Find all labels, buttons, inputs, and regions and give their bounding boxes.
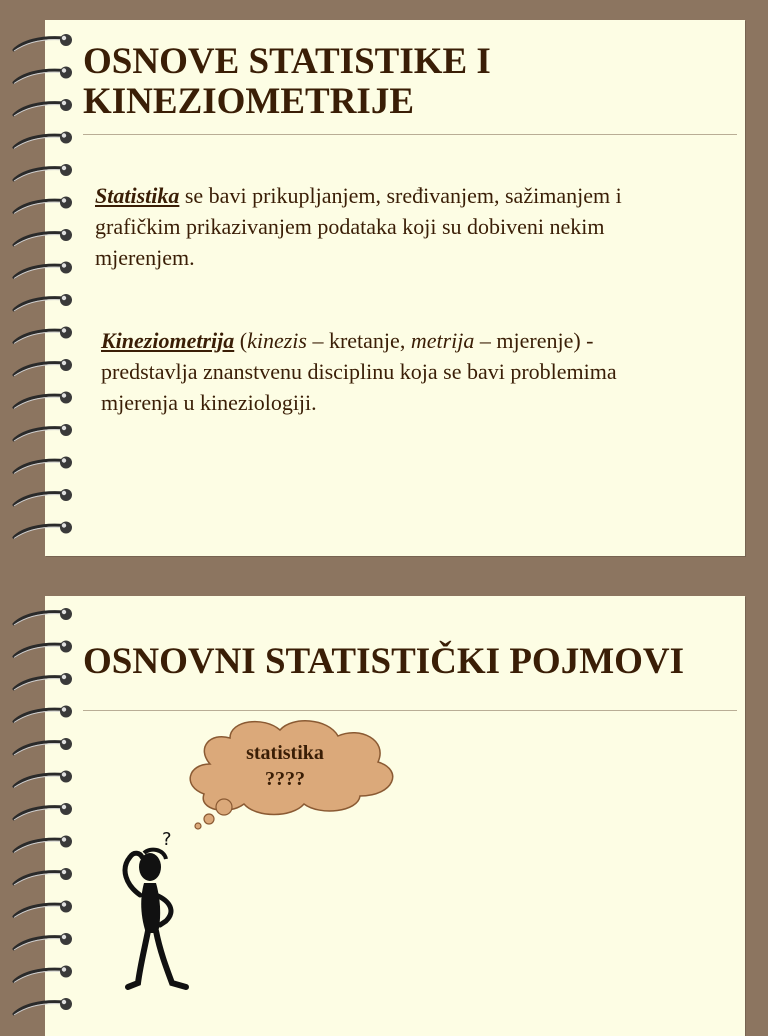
term-kinezis: kinezis	[247, 328, 307, 353]
spiral-ring	[14, 522, 72, 539]
term-metrija: metrija	[410, 328, 475, 353]
kinezio-text-line-3: mjerenja u kineziologiji.	[101, 390, 317, 415]
spiral-ring	[14, 294, 72, 311]
cloud-text-line-1: statistika	[246, 742, 324, 764]
kinezio-text-line-2: predstavlja znanstvenu disciplinu koja se bavi problemima	[101, 359, 617, 384]
statistika-text-line-1: se bavi prikupljanjem, sređivanjem, sažimanjem i	[179, 183, 622, 208]
spiral-ring	[14, 901, 72, 918]
kinezio-dash-2: – mjerenje) -	[474, 328, 594, 353]
term-statistika: Statistika	[95, 183, 180, 208]
spiral-ring	[14, 457, 72, 474]
spiral-ring	[14, 359, 72, 376]
kinezio-open-paren: (	[234, 328, 248, 353]
spiral-ring	[14, 392, 72, 409]
spiral-ring	[14, 803, 72, 820]
spiral-ring	[14, 771, 72, 788]
statistika-text-line-2: grafičkim prikazivanjem podataka koji su dobiveni nekim	[95, 214, 605, 239]
title-divider	[83, 134, 737, 135]
question-mark: ?	[162, 829, 172, 850]
spiral-ring	[14, 706, 72, 723]
spiral-ring	[14, 164, 72, 181]
spiral-ring	[14, 262, 72, 279]
spiral-ring	[14, 933, 72, 950]
title-divider	[83, 710, 737, 711]
kinezio-dash-1: – kretanje,	[306, 328, 411, 353]
spiral-ring	[14, 966, 72, 983]
spiral-ring	[14, 132, 72, 149]
spiral-ring	[14, 34, 72, 51]
statistika-definition	[95, 180, 735, 273]
spiral-ring	[14, 424, 72, 441]
spiral-ring	[14, 67, 72, 84]
slide-1-title	[83, 42, 737, 122]
term-kineziometrija: Kineziometrija	[101, 328, 235, 353]
spiral-ring	[14, 998, 72, 1015]
kineziometrija-definition	[101, 325, 731, 418]
statistika-text-line-3: mjerenjem.	[95, 245, 195, 270]
slide-2-title: OSNOVNI STATISTIČKI POJMOVI	[83, 641, 685, 682]
spiral-ring	[14, 641, 72, 658]
spiral-ring	[14, 229, 72, 246]
spiral-binding-icon	[10, 24, 80, 554]
slide-1-title-line-1: OSNOVE STATISTIKE I	[83, 41, 491, 82]
spiral-binding-icon	[10, 600, 80, 1024]
slide-1-title-line-2: KINEZIOMETRIJE	[83, 81, 415, 122]
spiral-ring	[14, 99, 72, 116]
slide-1	[45, 20, 745, 556]
cloud-text-line-2: ????	[265, 768, 305, 790]
spiral-ring	[14, 327, 72, 344]
thinking-person-icon	[110, 825, 200, 995]
spiral-ring	[14, 608, 72, 625]
spiral-ring	[14, 197, 72, 214]
spiral-ring	[14, 489, 72, 506]
spiral-ring	[14, 868, 72, 885]
spiral-ring	[14, 673, 72, 690]
spiral-ring	[14, 738, 72, 755]
spiral-ring	[14, 836, 72, 853]
